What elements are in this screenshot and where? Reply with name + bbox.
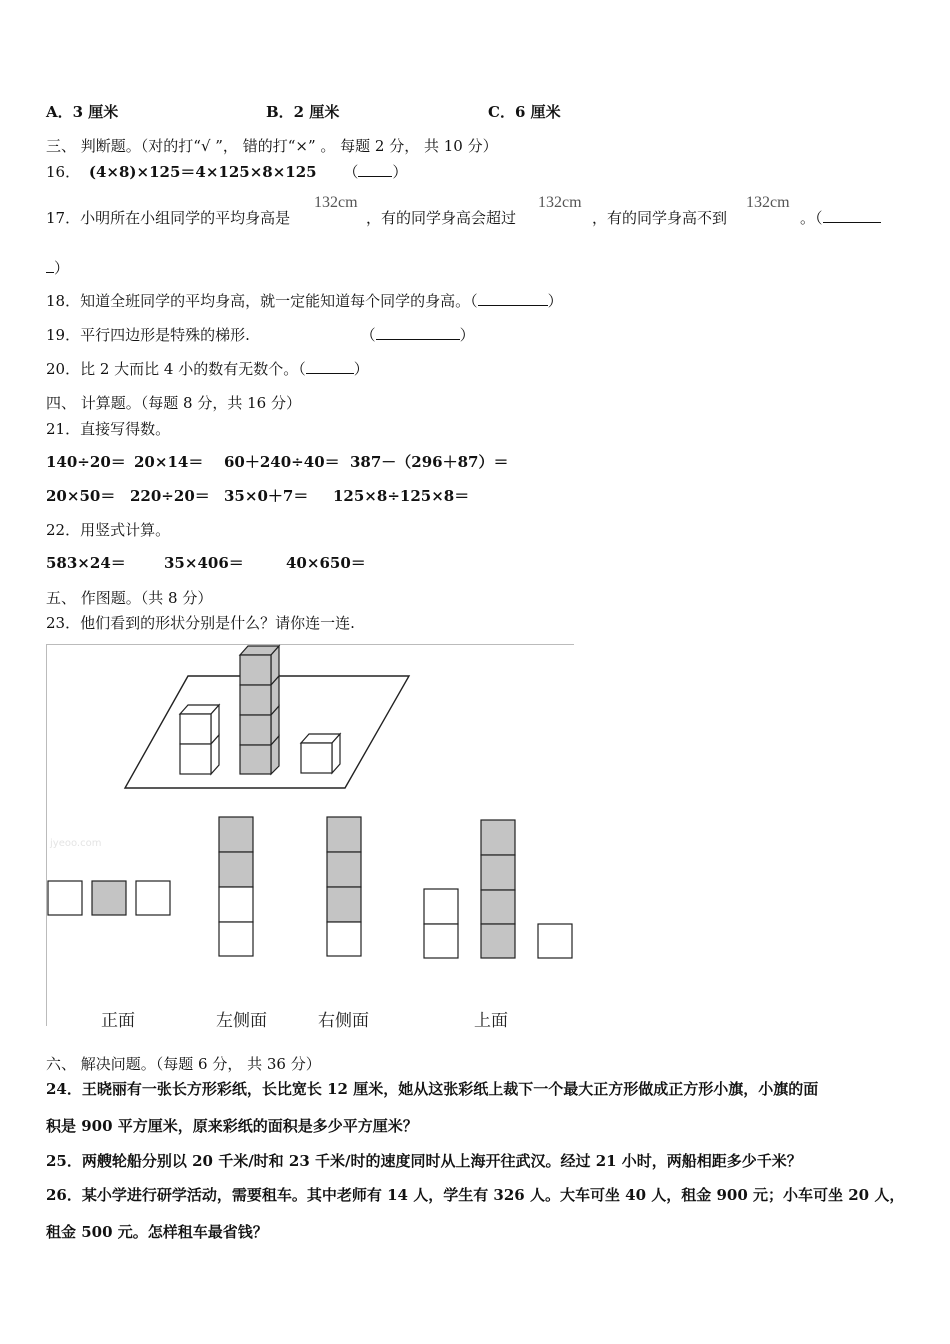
question-20: [46, 359, 369, 379]
question-21: 21．直接写得数。: [46, 420, 171, 438]
question-22: 22．用竖式计算。: [46, 521, 171, 539]
calc-6: 220÷20＝: [130, 487, 210, 505]
calc-1: 140÷20＝: [46, 453, 126, 471]
calc-3: 60＋240÷40＝: [224, 453, 340, 471]
q17-cm-image-1: 132cm: [314, 194, 358, 211]
question-24-line2: 积是 900 平方厘米，原来彩纸的面积是多少平方厘米？: [46, 1117, 418, 1135]
question-24-line1: 24．王晓丽有一张长方形彩纸，长比宽长 12 厘米，她从这张彩纸上裁下一个最大正方形做成正方形小旗，小旗的面: [46, 1080, 819, 1098]
calc-5: 20×50＝: [46, 487, 116, 505]
question-25: 25．两艘轮船分别以 20 千米/时和 23 千米/时的速度同时从上海开往武汉。经过 21 小时，两船相距多少千米？: [46, 1152, 802, 1170]
vertical-calc-3: 40×650＝: [286, 554, 366, 572]
option-b: B．2 厘米: [266, 103, 340, 121]
q16-expression: (4×8)×125＝4×125×8×125: [88, 163, 317, 181]
q19-text: 19．平行四边形是特殊的梯形.: [46, 326, 250, 344]
right-side-view: [327, 817, 361, 956]
q19-paren-open: （: [360, 326, 376, 344]
q18-text: 18．知道全班同学的平均身高，就一定能知道每个同学的身高。（: [46, 292, 478, 310]
label-right-side: 右侧面: [318, 1011, 369, 1031]
question-23: 23．他们看到的形状分别是什么？请你连一连.: [46, 614, 355, 632]
question-26-line2: 租金 500 元。怎样租车最省钱？: [46, 1223, 268, 1241]
question-17-part1: 17．小明所在小组同学的平均身高是: [46, 209, 291, 227]
q16-answer-blank[interactable]: [358, 162, 392, 177]
q19-paren-close: ）: [459, 326, 475, 344]
question-26-line1: 26．某小学进行研学活动，需要租车。其中老师有 14 人，学生有 326 人。大车可坐 40 人，租金 900 元；小车可坐 20 人，: [46, 1186, 905, 1204]
vertical-calc-2: 35×406＝: [164, 554, 244, 572]
q16-paren-open: （: [343, 163, 359, 181]
q17-answer-blank-cont[interactable]: [46, 258, 54, 273]
label-top: 上面: [474, 1011, 508, 1031]
figure-svg: [46, 644, 574, 1026]
question-17-part3: ，有的同学身高不到: [592, 209, 728, 227]
calc-4: 387－（296＋87）＝: [350, 453, 509, 471]
left-stack: [180, 705, 219, 774]
question-18: [46, 291, 563, 311]
middle-stack: [240, 646, 279, 774]
q17-paren-close: ）: [54, 259, 70, 277]
section6-heading: 六、 解决问题。（每题 6 分， 共 36 分）: [46, 1055, 321, 1073]
views-figure: [46, 644, 574, 1031]
label-front: 正面: [101, 1011, 135, 1031]
left-side-view: [219, 817, 253, 956]
q18-answer-blank[interactable]: [478, 291, 548, 306]
option-c: C．6 厘米: [488, 103, 561, 121]
top-view: [424, 820, 572, 958]
question-17-part2: ，有的同学身高会超过: [366, 209, 517, 227]
front-view: [48, 881, 170, 915]
right-cube: [301, 734, 340, 773]
option-a: A．3 厘米: [46, 103, 119, 121]
q16-paren-close: ）: [392, 163, 408, 181]
vertical-calc-1: 583×24＝: [46, 554, 126, 572]
q19-answer-blank[interactable]: [376, 325, 460, 340]
calc-8: 125×8÷125×8＝: [333, 487, 470, 505]
q18-paren-close: ）: [547, 292, 563, 310]
watermark: jyeoo.com: [50, 838, 102, 849]
calc-7: 35×0＋7＝: [224, 487, 309, 505]
q17-answer-blank[interactable]: [823, 208, 881, 223]
label-left-side: 左侧面: [216, 1011, 267, 1031]
q20-answer-blank[interactable]: [306, 359, 354, 374]
q17-cm-image-3: 132cm: [746, 194, 790, 211]
q16-number: 16．: [46, 163, 81, 181]
section4-heading: 四、 计算题。（每题 8 分，共 16 分）: [46, 394, 301, 412]
q20-paren-close: ）: [353, 360, 369, 378]
q17-cm-image-2: 132cm: [538, 194, 582, 211]
section3-heading: 三、 判断题。（对的打“√ ”， 错的打“×” 。 每题 2 分， 共 10 分）: [46, 137, 498, 155]
q17-continuation: [46, 258, 69, 278]
calc-2: 20×14＝: [134, 453, 204, 471]
question-17-part4: [800, 208, 881, 228]
question-19: [46, 325, 475, 345]
question-16: [46, 162, 407, 182]
q17-paren-open: 。（: [800, 209, 823, 227]
q20-text: 20．比 2 大而比 4 小的数有无数个。（: [46, 360, 306, 378]
section5-heading: 五、 作图题。（共 8 分）: [46, 589, 213, 607]
